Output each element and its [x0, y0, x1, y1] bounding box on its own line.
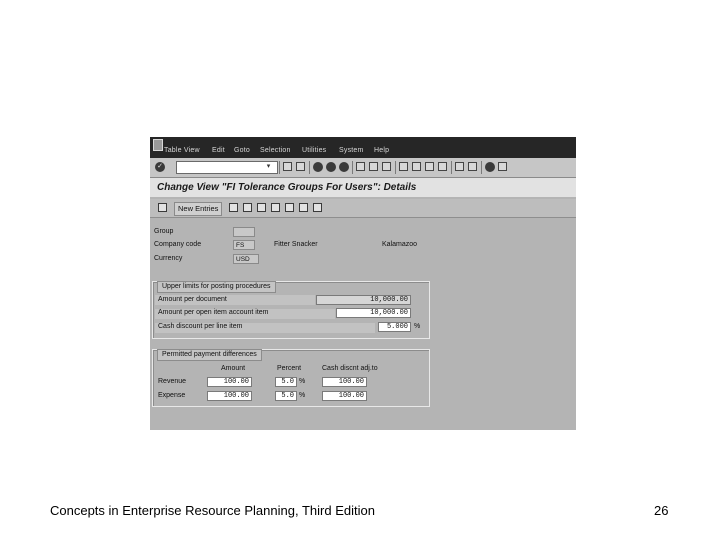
cash-discount-per-line-field[interactable]: 5.000	[378, 322, 411, 332]
help-icon[interactable]	[485, 162, 495, 172]
company-code-field[interactable]: FS	[233, 240, 255, 250]
toolbar-separator	[481, 161, 482, 174]
payment-differences-title: Permitted payment differences	[157, 349, 262, 361]
standard-toolbar	[150, 158, 576, 178]
group-field[interactable]	[233, 227, 255, 237]
currency-field[interactable]: USD	[233, 254, 259, 264]
toolbar-separator	[352, 161, 353, 174]
toolbar-separator	[395, 161, 396, 174]
exit-icon[interactable]	[326, 162, 336, 172]
new-entries-button[interactable]: New Entries	[174, 202, 222, 216]
revenue-label: Revenue	[158, 378, 187, 385]
last-page-icon[interactable]	[438, 162, 447, 171]
copy-as-icon[interactable]	[229, 203, 238, 212]
print-icon[interactable]	[356, 162, 365, 171]
expense-amount-field[interactable]: 100.00	[207, 391, 252, 401]
toolbar-separator	[451, 161, 452, 174]
slide-footer-caption: Concepts in Enterprise Resource Planning, Third Edition	[50, 503, 375, 518]
company-name: Fitter Snacker	[274, 241, 318, 248]
screen-title-bar	[150, 178, 576, 197]
delete-icon[interactable]	[243, 203, 252, 212]
percent-column-header: Percent	[277, 365, 302, 372]
amount-per-document-label: Amount per document	[158, 296, 227, 303]
revenue-percent-field[interactable]: 5.0	[275, 377, 297, 387]
previous-page-icon[interactable]	[412, 162, 421, 171]
amount-per-document-field[interactable]: 10,000.00	[316, 295, 411, 305]
percent-unit: %	[414, 323, 421, 330]
company-city: Kalamazoo	[382, 241, 418, 248]
back-icon[interactable]	[313, 162, 323, 172]
menu-goto[interactable]: Goto	[234, 147, 250, 154]
cash-discount-per-line-label: Cash discount per line item	[158, 323, 243, 330]
revenue-cash-discount-field[interactable]: 100.00	[322, 377, 367, 387]
revenue-amount-field[interactable]: 100.00	[207, 377, 252, 387]
cancel-icon[interactable]	[339, 162, 349, 172]
enter-check-icon[interactable]: ✓	[155, 162, 165, 172]
percent-unit: %	[299, 392, 306, 399]
display-change-icon[interactable]	[158, 203, 167, 212]
menu-utilities[interactable]: Utilities	[302, 147, 327, 154]
previous-entry-icon[interactable]	[271, 203, 280, 212]
create-session-icon[interactable]	[455, 162, 464, 171]
shortcut-icon[interactable]	[468, 162, 477, 171]
currency-label: Currency	[154, 255, 183, 262]
menu-bar	[150, 137, 576, 158]
cash-discount-column-header: Cash discnt adj.to	[322, 365, 378, 372]
expense-percent-field[interactable]: 5.0	[275, 391, 297, 401]
sap-window	[150, 137, 576, 430]
amount-column-header: Amount	[221, 365, 246, 372]
percent-unit: %	[299, 378, 306, 385]
save-icon[interactable]	[296, 162, 305, 171]
menu-table-view[interactable]: Table View	[164, 147, 200, 154]
group-label: Group	[154, 228, 174, 235]
amount-per-open-item-field[interactable]: 10,000.00	[336, 308, 411, 318]
back-arrow-icon[interactable]	[283, 162, 292, 171]
menu-system[interactable]: System	[339, 147, 364, 154]
command-field[interactable]	[176, 161, 278, 174]
menu-selection[interactable]: Selection	[260, 147, 291, 154]
next-entry-icon[interactable]	[285, 203, 294, 212]
toolbar-separator	[279, 161, 280, 174]
find-icon[interactable]	[369, 162, 378, 171]
sap-logo-icon[interactable]	[153, 139, 163, 151]
deselect-all-icon[interactable]	[313, 203, 322, 212]
undo-change-icon[interactable]	[257, 203, 266, 212]
slide-page-number: 26	[654, 503, 669, 518]
command-history-dropdown-icon[interactable]: ▾	[266, 163, 271, 170]
screen-title: Change View "FI Tolerance Groups For Users": Details	[157, 182, 417, 193]
toolbar-separator	[309, 161, 310, 174]
amount-per-open-item-label: Amount per open item account item	[158, 309, 269, 316]
next-page-icon[interactable]	[425, 162, 434, 171]
first-page-icon[interactable]	[399, 162, 408, 171]
select-all-icon[interactable]	[299, 203, 308, 212]
company-code-label: Company code	[154, 241, 202, 248]
expense-label: Expense	[158, 392, 186, 399]
application-toolbar	[150, 199, 576, 218]
find-next-icon[interactable]	[382, 162, 391, 171]
menu-help[interactable]: Help	[374, 147, 390, 154]
menu-edit[interactable]: Edit	[212, 147, 225, 154]
expense-cash-discount-field[interactable]: 100.00	[322, 391, 367, 401]
posting-limits-title: Upper limits for posting procedures	[157, 281, 276, 293]
layout-menu-icon[interactable]	[498, 162, 507, 171]
